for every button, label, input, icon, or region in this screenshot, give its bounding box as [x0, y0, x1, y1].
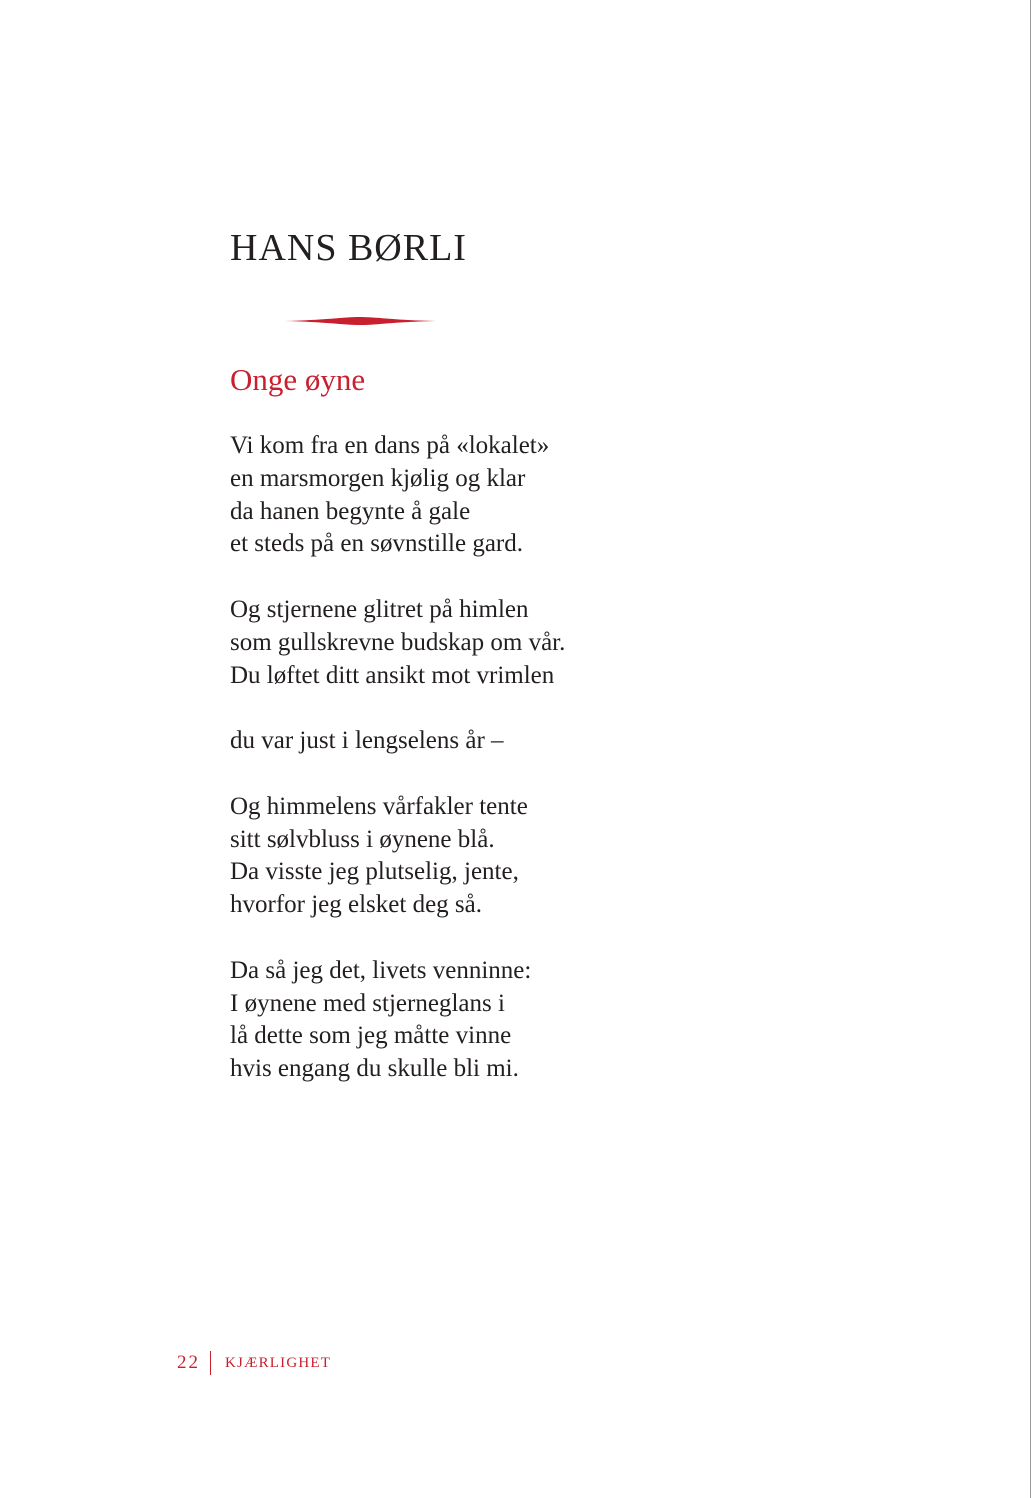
page-footer	[177, 1350, 331, 1376]
poem-line: Vi kom fra en dans på «lokalet»	[230, 432, 550, 459]
poem-body	[230, 430, 565, 1119]
poem-line: Da visste jeg plutselig, jente,	[230, 858, 519, 886]
stanza	[230, 955, 565, 1086]
section-name: KJÆRLIGHET	[225, 1354, 332, 1371]
poem-line: Og stjernene glitret på himlen	[230, 595, 529, 623]
red-divider-ornament	[284, 316, 436, 326]
poem-line: en marsmorgen kjølig og klar	[230, 464, 526, 492]
poem-line: sitt sølvbluss i øynene blå.	[230, 825, 495, 853]
poem-line: I øynene med stjerneglans i	[230, 989, 505, 1017]
poem-line: et steds på en søvnstille gard.	[230, 530, 523, 558]
poem-line: som gullskrevne budskap om vår.	[230, 628, 566, 656]
page-number: 22	[177, 1352, 200, 1373]
poem-line: Du løftet ditt ansikt mot vrimlen	[230, 661, 555, 689]
stanza	[230, 430, 565, 561]
poem-line: Da så jeg det, livets venninne:	[230, 956, 532, 984]
author-name: HANS BØRLI	[230, 227, 467, 269]
poem-line: du var just i lengselens år –	[230, 727, 504, 755]
stanza	[230, 594, 565, 692]
poem-line: hvis engang du skulle bli mi.	[230, 1055, 519, 1083]
poem-title: Onge øyne	[230, 362, 366, 397]
poem-line: hvorfor jeg elsket deg så.	[230, 891, 483, 919]
footer-separator	[210, 1351, 211, 1375]
poem-line: da hanen begynte å gale	[230, 497, 471, 525]
stanza	[230, 791, 565, 922]
stanza	[230, 725, 565, 758]
page-edge-line	[1030, 0, 1031, 1498]
poem-line: Og himmelens vårfakler tente	[230, 792, 528, 820]
poem-line: lå dette som jeg måtte vinne	[230, 1022, 512, 1050]
